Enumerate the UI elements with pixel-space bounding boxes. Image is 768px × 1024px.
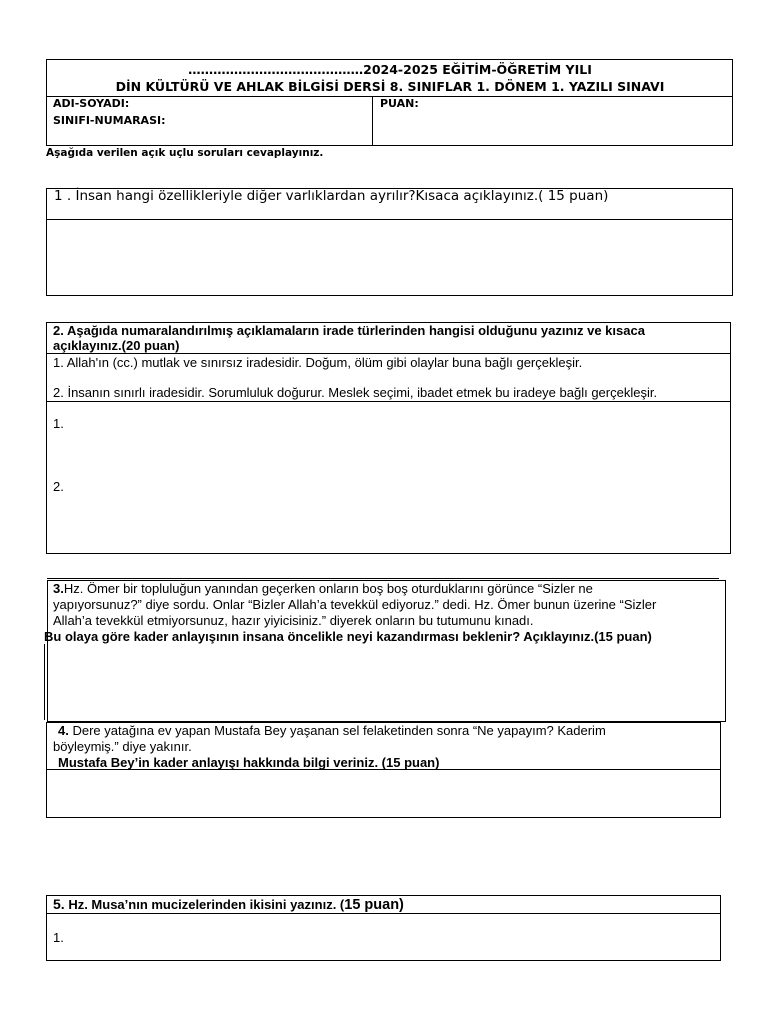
question-4-line-1 — [58, 723, 606, 738]
question-3-question: Bu olaya göre kader anlayışının insana öncelikle neyi kazandırması beklenir? Açıklayınız.(15 puan) — [44, 629, 652, 644]
question-2-answer-area[interactable] — [47, 402, 730, 553]
question-5-answer-1-label: 1. — [53, 930, 64, 945]
question-1-text: 1 . İnsan hangi özellikleriyle diğer varlıklardan ayrılır?Kısaca açıklayınız.( 15 puan) — [54, 188, 609, 204]
question-2-title-line2: açıklayınız.(20 puan) — [53, 338, 180, 353]
question-3-number: 3. — [53, 581, 64, 596]
question-3-line-3: Allah’a tevekkül etmiyorsunuz, hazır yiyicisiniz.” diyerek onların bu tutumunu kınadı. — [53, 613, 534, 628]
name-label: ADI-SOYADI: — [53, 97, 130, 110]
question-5-number: 5. — [53, 896, 65, 912]
question-4-question: Mustafa Bey’in kader anlayışı hakkında bilgi veriniz. (15 puan) — [58, 755, 440, 770]
question-2-title-line1: 2. Aşağıda numaralandırılmış açıklamaların irade türlerinden hangisi olduğunu yazınız ve kısaca — [53, 323, 645, 338]
question-3-answer-area[interactable] — [48, 646, 725, 721]
question-3-line-2: yapıyorsunuz?” diye sordu. Onlar “Bizler Allah’a tevekkül ediyoruz.” dedi. Hz. Ömer bunun üzerine “Sizler — [53, 597, 657, 612]
question-5-text: Hz. Musa’nın mucizelerinden ikisini yazınız. ( — [68, 897, 345, 912]
question-4-line-2: böyleymiş.” diye yakınır. — [53, 739, 192, 754]
question-2-item-1: 1. Allah'ın (cc.) mutlak ve sınırsız iradesidir. Doğum, ölüm gibi olaylar buna bağlı gerçekleşir. — [53, 355, 583, 370]
question-2-title: Aşağıda numaralandırılmış açıklamaların irade türlerinden hangisi olduğunu yazınız ve kısaca — [66, 323, 645, 338]
question-2-answer-1-label: 1. — [53, 416, 64, 431]
question-1-answer-area[interactable] — [47, 220, 732, 295]
question-4-number: 4. — [58, 723, 69, 738]
question-3-top-accent — [47, 578, 719, 579]
exam-title: DİN KÜLTÜRÜ VE AHLAK BİLGİSİ DERSİ 8. SINIFLAR 1. DÖNEM 1. YAZILI SINAVI — [115, 79, 665, 94]
exam-year-line: ……………………………………2024-2025 EĞİTİM-ÖĞRETİM YILI — [188, 62, 592, 77]
question-2-divider-a — [46, 353, 731, 354]
score-label: PUAN: — [380, 97, 419, 110]
question-3-text-1: Hz. Ömer bir topluluğun yanından geçerken onların boş boş oturduklarını görünce “Sizler ne — [63, 581, 593, 596]
question-4-text-1: Dere yatağına ev yapan Mustafa Bey yaşanan sel felaketinden sonra “Ne yapayım? Kaderim — [72, 723, 606, 738]
question-5-points: 15 puan) — [344, 897, 404, 913]
question-4-answer-area[interactable] — [47, 770, 720, 817]
question-2-number: 2 — [53, 323, 61, 338]
question-5-line — [53, 896, 404, 913]
question-2-answer-2-label: 2. — [53, 479, 64, 494]
question-2-item-2: 2. İnsanın sınırlı iradesidir. Sorumluluk doğurur. Meslek seçimi, ibadet etmek bu iradeye bağlı gerçekleşir. — [53, 385, 658, 400]
instructions: Aşağıda verilen açık uçlu soruları cevaplayınız. — [46, 147, 324, 159]
question-3-line-1 — [53, 581, 593, 596]
header-column-divider — [372, 96, 373, 146]
class-number-label: SINIFI-NUMARASI: — [53, 114, 166, 127]
question-3-left-accent — [44, 644, 45, 720]
question-5-answer-area[interactable] — [47, 914, 720, 960]
